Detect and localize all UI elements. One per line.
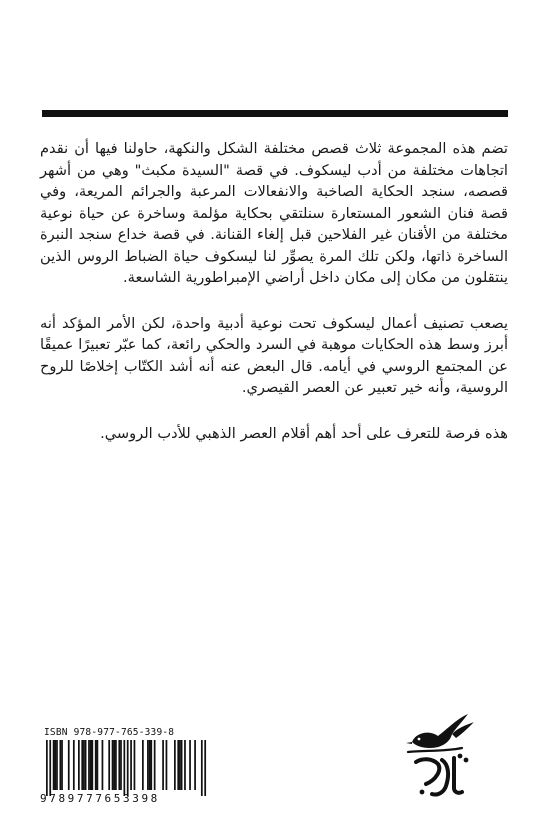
barcode-bar	[81, 740, 83, 790]
barcode-bar	[142, 740, 144, 790]
barcode-bar	[68, 740, 70, 790]
barcode-bar	[149, 740, 151, 790]
barcode-bar	[177, 740, 179, 790]
barcode-bar	[61, 740, 63, 790]
barcode-bar	[150, 740, 152, 790]
top-divider-rule	[42, 110, 508, 117]
barcode-bar	[130, 740, 132, 790]
barcode-bar	[108, 740, 110, 790]
barcode-bar	[59, 740, 61, 790]
barcode-bar	[127, 740, 129, 796]
barcode-bar	[46, 740, 48, 796]
synopsis-text	[40, 138, 508, 468]
barcode-bar	[78, 740, 80, 790]
barcode-bar	[54, 740, 56, 790]
logo-wordmark-stroke-1	[416, 759, 439, 784]
barcode-bar	[179, 740, 181, 790]
barcode-bar	[49, 740, 51, 796]
barcode-bar	[134, 740, 136, 790]
synopsis-paragraph-2: يصعب تصنيف أعمال ليسكوف تحت نوعية أدبية واحدة، لكن الأمر المؤكد أنه أبرز وسط هذه الحكايات موهبة في السرد والحكي رائعة، كما عبّر تعبيرًا عميقًا عن المجتمع الروسي في أيامه. قال البعض عنه أنه أشد الكتّاب إخلاصًا للروح الروسية، وأنه خير تعبير عن العصر القيصري.	[40, 314, 508, 396]
logo-wordmark-dot-2	[464, 758, 469, 763]
barcode-bar	[53, 740, 55, 790]
barcode-bar	[85, 740, 87, 790]
logo-wordmark-text: آفاق	[438, 798, 440, 799]
synopsis-paragraph-3: هذه فرصة للتعرف على أحد أهم أقلام العصر الذهبي للأدب الروسي.	[100, 424, 508, 442]
isbn-barcode	[40, 727, 208, 805]
barcode-bar	[102, 740, 104, 790]
barcode-digits: 9789777653398	[40, 792, 160, 805]
barcode-bar	[201, 740, 203, 796]
synopsis-paragraph-1: تضم هذه المجموعة ثلاث قصص مختلفة الشكل والنكهة، حاولنا فيها أن نقدم اتجاهات مختلفة من أدب ليسكوف. في قصة "السيدة مكبث" وهي من أشهر قصصه، سنجد الحكاية الصاخبة والانفعالات المرعبة والجرائم المريعة، وفي قصة فنان الشعور المستعارة سنلتقي بحكاية مؤلمة وساخرة عن حياة نوعية مختلفة من الأقنان غير الفلاحين قبل إلغاء القنانة. في قصة خداع سنجد النبرة الساخرة ذاتها، ولكن تلك المرة يصوِّر لنا ليسكوف حياة الضباط الروس الذين ينتقلون من مكان إلى مكان داخل أراضي الإمبراطورية الشاسعة.	[40, 140, 508, 286]
barcode-bar	[162, 740, 164, 790]
barcode-bar	[90, 740, 92, 790]
barcode-bar	[118, 740, 120, 790]
logo-branch	[408, 748, 462, 752]
logo-bird-beak	[406, 742, 412, 744]
isbn-label: ISBN 978-977-765-339-8	[44, 727, 175, 738]
barcode-bar	[123, 740, 125, 796]
barcode-bar	[88, 740, 90, 790]
barcode-bar	[91, 740, 93, 790]
barcode-bar	[83, 740, 85, 790]
barcode-bar	[154, 740, 156, 790]
barcode-bar	[166, 740, 168, 790]
barcode-bar	[115, 740, 117, 790]
barcode-bars	[40, 740, 208, 796]
logo-wordmark-dot-3	[420, 790, 425, 795]
barcode-bar	[189, 740, 191, 790]
barcode-bar	[194, 740, 196, 790]
logo-wordmark-stroke-3	[454, 758, 462, 793]
barcode-bar	[204, 740, 206, 796]
barcode-bar	[95, 740, 97, 790]
barcode-bar	[147, 740, 149, 790]
barcode-bar	[120, 740, 122, 790]
barcode-bar	[112, 740, 114, 790]
barcode-bar	[181, 740, 183, 790]
barcode-bar	[73, 740, 75, 790]
barcode-bar	[174, 740, 176, 790]
barcode-bar	[56, 740, 58, 790]
barcode-bar	[113, 740, 115, 790]
logo-wordmark-dot-1	[458, 754, 463, 759]
barcode-bar	[184, 740, 186, 790]
logo-bird-eye	[418, 738, 421, 741]
barcode-bar	[97, 740, 99, 790]
bird-on-branch-logo	[402, 712, 476, 798]
